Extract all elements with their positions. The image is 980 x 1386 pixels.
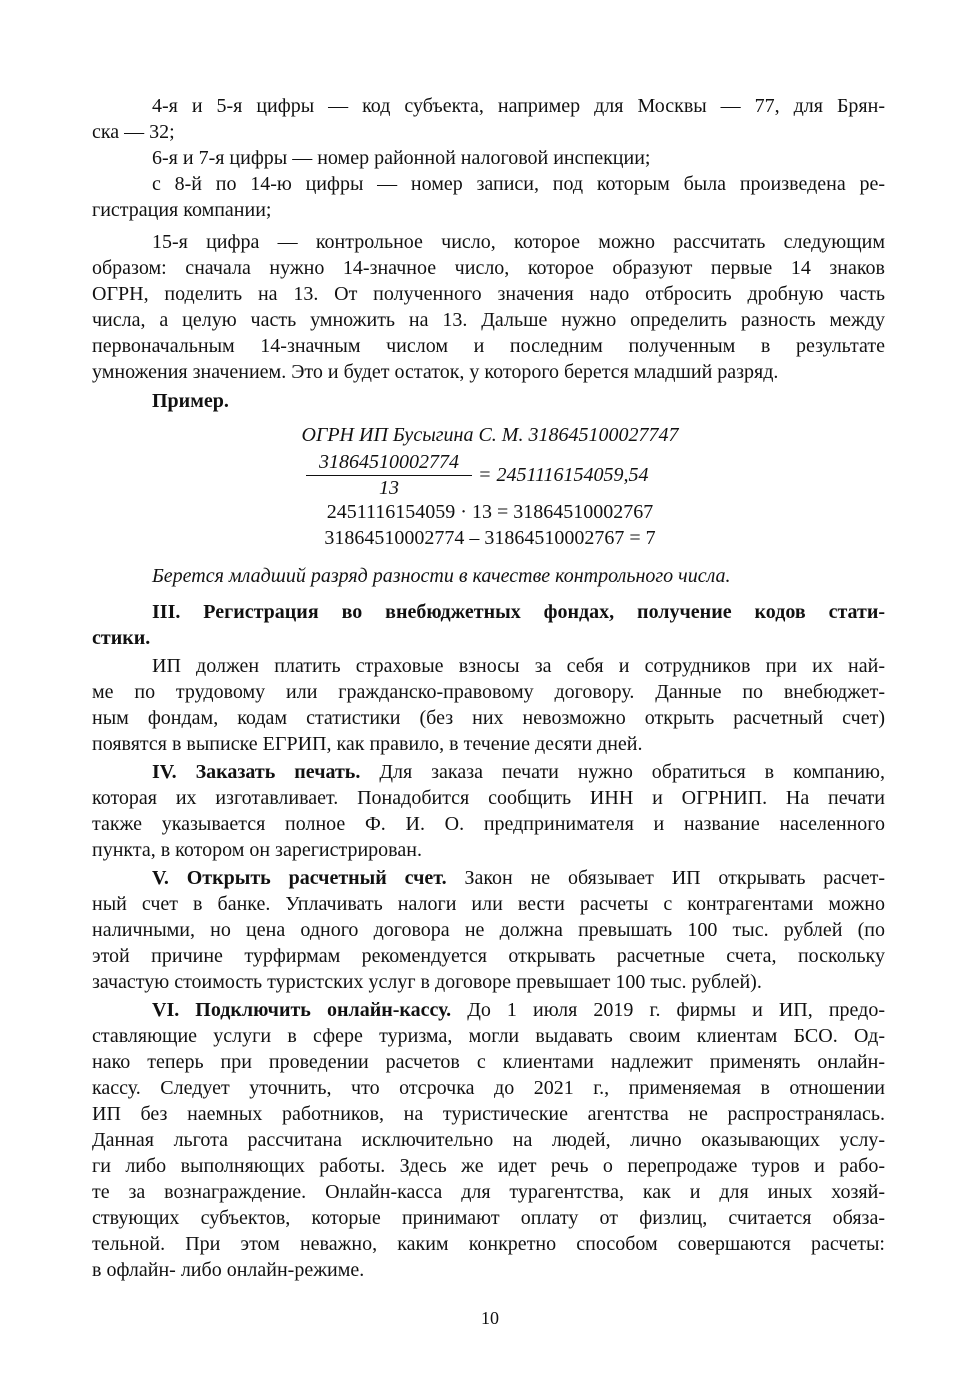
paragraph-line: нако теперь при проведении расчетов с клиентами надлежит применять онлайн- — [92, 1051, 885, 1073]
paragraph-line: ставляющие услуги в сфере туризма, могли выдавать своим клиентам БСО. Од- — [92, 1025, 885, 1047]
paragraph-line: V. Открыть расчетный счет. Закон не обязывает ИП открывать расчет- — [152, 867, 885, 889]
paragraph-line: 15-я цифра — контрольное число, которое можно рассчитать следующим — [152, 231, 885, 253]
section4-heading: IV. Заказать печать. — [152, 761, 361, 783]
paragraph-line: первоначальным 14-значным числом и последним полученным в результате — [92, 335, 885, 357]
paragraph-line: 4-я и 5-я цифры — код субъекта, например для Москвы — 77, для Брян- — [152, 95, 885, 117]
paragraph-line: ным фондам, кодам статистики (без них невозможно открыть расчетный счет) — [92, 707, 885, 729]
paragraph-line: в офлайн- либо онлайн-режиме. — [92, 1259, 365, 1281]
paragraph-line: пункта, в котором он зарегистрирован. — [92, 839, 422, 861]
paragraph-line: также указывается полное Ф. И. О. предпринимателя и название населенного — [92, 813, 885, 835]
example-heading: Пример. — [152, 390, 229, 412]
paragraph-line: VI. Подключить онлайн-кассу. До 1 июля 2019 г. фирмы и ИП, предо- — [152, 999, 885, 1021]
section3-heading: III. Регистрация во внебюджетных фондах, получение кодов стати- — [152, 601, 885, 623]
paragraph-line: ме по трудовому или гражданско-правовому договору. Данные по внебюджет- — [92, 681, 885, 703]
paragraph-line: появятся в выписке ЕГРИП, как правило, в течение десяти дней. — [92, 733, 643, 755]
division-result: = 2451116154059,54 — [478, 464, 649, 486]
multiplication-line: 2451116154059 · 13 = 31864510002767 — [326, 501, 654, 523]
paragraph-line: ска — 32; — [92, 121, 175, 143]
paragraph-line: умножения значением. Это и будет остаток, у которого берется младший разряд. — [92, 361, 779, 383]
subtraction-line: 31864510002774 – 31864510002767 = 7 — [324, 527, 656, 549]
paragraph-line: 6-я и 7-я цифры — номер районной налоговой инспекции; — [152, 147, 651, 169]
paragraph-line: ги либо выполняющих работы. Здесь же идет речь о перепродаже туров и рабо- — [92, 1155, 885, 1177]
paragraph-line: этой причине турфирмам рекомендуется открывать расчетные счета, поскольку — [92, 945, 885, 967]
paragraph-line: тельной. При этом неважно, каким конкретно способом совершаются расчеты: — [92, 1233, 885, 1255]
section3-heading: стики. — [92, 627, 151, 649]
example-note: Берется младший разряд разности в качестве контрольного числа. — [152, 565, 731, 587]
paragraph-line: ствующих субъектов, которые принимают оплату от физлиц, считается обяза- — [92, 1207, 885, 1229]
paragraph-line: зачастую стоимость туристских услуг в договоре превышает 100 тыс. рублей). — [92, 971, 762, 993]
paragraph-line: которая их изготавливает. Понадобится сообщить ИНН и ОГРНИП. На печати — [92, 787, 885, 809]
paragraph-line: образом: сначала нужно 14-значное число, которое образуют первые 14 знаков — [92, 257, 885, 279]
paragraph-line: ИП без наемных работников, на туристические агентства не распространялась. — [92, 1103, 885, 1125]
page-number: 10 — [481, 1308, 499, 1328]
fraction-denominator: 13 — [379, 477, 399, 499]
ogrn-example-line: ОГРН ИП Бусыгина С. М. 318645100027747 — [301, 424, 679, 446]
paragraph-line: числа, а целую часть умножить на 13. Дальше нужно определить разность между — [92, 309, 885, 331]
paragraph-line: наличными, но цена одного договора не должна превышать 100 тыс. рублей (по — [92, 919, 885, 941]
section5-heading: V. Открыть расчетный счет. — [152, 867, 447, 889]
paragraph-line: IV. Заказать печать. Для заказа печати нужно обратиться в компанию, — [152, 761, 885, 783]
paragraph-line: ный счет в банке. Уплачивать налоги или вести расчеты с контрагентами можно — [92, 893, 885, 915]
paragraph-line: гистрация компании; — [92, 199, 272, 221]
paragraph-line: ИП должен платить страховые взносы за себя и сотрудников при их най- — [152, 655, 885, 677]
paragraph-line: ОГРН, поделить на 13. От полученного значения надо отбросить дробную часть — [92, 283, 885, 305]
paragraph-line: кассу. Следует уточнить, что отсрочка до 2021 г., применяемая в отношении — [92, 1077, 885, 1099]
paragraph-line: с 8-й по 14-ю цифры — номер записи, под которым была произведена ре- — [152, 173, 885, 195]
paragraph-line: те за вознаграждение. Онлайн-касса для турагентства, как и для иных хозяй- — [92, 1181, 885, 1203]
section6-heading: VI. Подключить онлайн-кассу. — [152, 999, 452, 1021]
fraction-numerator: 31864510002774 — [319, 451, 459, 473]
paragraph-line: Данная льгота рассчитана исключительно на людей, лично оказывающих услу- — [92, 1129, 885, 1151]
